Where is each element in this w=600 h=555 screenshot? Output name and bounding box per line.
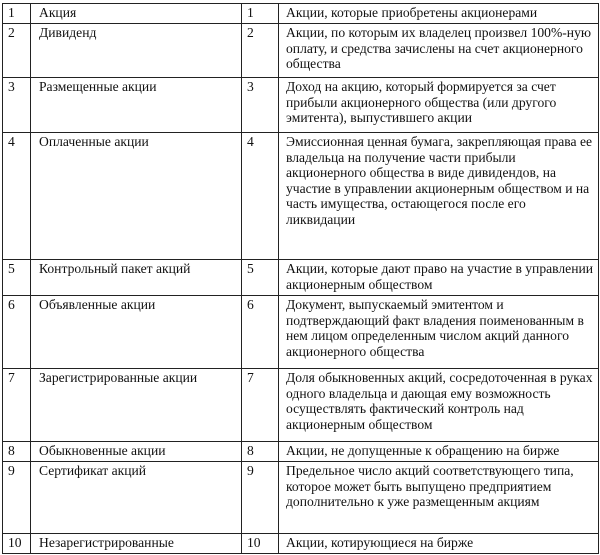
term-cell: Размещенные акции [31, 78, 242, 133]
left-number-cell: 3 [3, 78, 31, 133]
term-cell: Оплаченные акции [31, 133, 242, 260]
definition-cell: Документ, выпускаемый эмитентом и подтверждающий факт владения поименованным в нем лицом определенным числом акций данного акционерного общества [279, 296, 599, 369]
definition-cell: Эмиссионная ценная бумага, закрепляющая права ее владельца на получение части прибыли акционерного общества в виде дивидендов, на участие в управлении акционерным обществом и на часть имущества, остающегося после его ликвидации [279, 133, 599, 260]
definition-cell: Акции, котирующиеся на бирже [279, 534, 599, 554]
term-cell: Контрольный пакет акций [31, 260, 242, 296]
right-number-cell: 9 [242, 462, 279, 534]
left-number-cell: 5 [3, 260, 31, 296]
definition-cell: Предельное число акций соответствующего типа, которое может быть выпущено предприятием дополнительно к уже размещенным акциям [279, 462, 599, 534]
left-number-cell: 9 [3, 462, 31, 534]
table-row [3, 462, 599, 534]
definition-cell: Акции, не допущенные к обращению на бирже [279, 442, 599, 462]
term-cell: Незарегистрированные [31, 534, 242, 554]
term-cell: Сертификат акций [31, 462, 242, 534]
left-number-cell: 6 [3, 296, 31, 369]
table-row [3, 442, 599, 462]
term-cell: Дивиденд [31, 24, 242, 78]
table-row [3, 369, 599, 442]
definition-cell: Акции, по которым их владелец произвел 100%-ную оплату, и средства зачислены на счет акционерного общества [279, 24, 599, 78]
table-row [3, 133, 599, 260]
matching-table [2, 3, 599, 554]
right-number-cell: 4 [242, 133, 279, 260]
table-row [3, 260, 599, 296]
left-number-cell: 4 [3, 133, 31, 260]
definition-cell: Акции, которые приобретены акционерами [279, 4, 599, 24]
right-number-cell: 8 [242, 442, 279, 462]
left-number-cell: 10 [3, 534, 31, 554]
term-cell: Акция [31, 4, 242, 24]
right-number-cell: 6 [242, 296, 279, 369]
definition-cell: Доля обыкновенных акций, сосредоточенная в руках одного владельца и дающая ему возможность осуществлять фактический контроль над акционерным обществом [279, 369, 599, 442]
table-row [3, 24, 599, 78]
right-number-cell: 2 [242, 24, 279, 78]
right-number-cell: 1 [242, 4, 279, 24]
right-number-cell: 10 [242, 534, 279, 554]
table-row [3, 4, 599, 24]
table-row [3, 296, 599, 369]
term-cell: Объявленные акции [31, 296, 242, 369]
right-number-cell: 3 [242, 78, 279, 133]
right-number-cell: 5 [242, 260, 279, 296]
table-row [3, 78, 599, 133]
left-number-cell: 2 [3, 24, 31, 78]
term-cell: Обыкновенные акции [31, 442, 242, 462]
right-number-cell: 7 [242, 369, 279, 442]
definition-cell: Акции, которые дают право на участие в управлении акционерным обществом [279, 260, 599, 296]
term-cell: Зарегистрированные акции [31, 369, 242, 442]
left-number-cell: 7 [3, 369, 31, 442]
left-number-cell: 8 [3, 442, 31, 462]
definition-cell: Доход на акцию, который формируется за счет прибыли акционерного общества (или другого эмитента), выпустившего акции [279, 78, 599, 133]
left-number-cell: 1 [3, 4, 31, 24]
table-row [3, 534, 599, 554]
